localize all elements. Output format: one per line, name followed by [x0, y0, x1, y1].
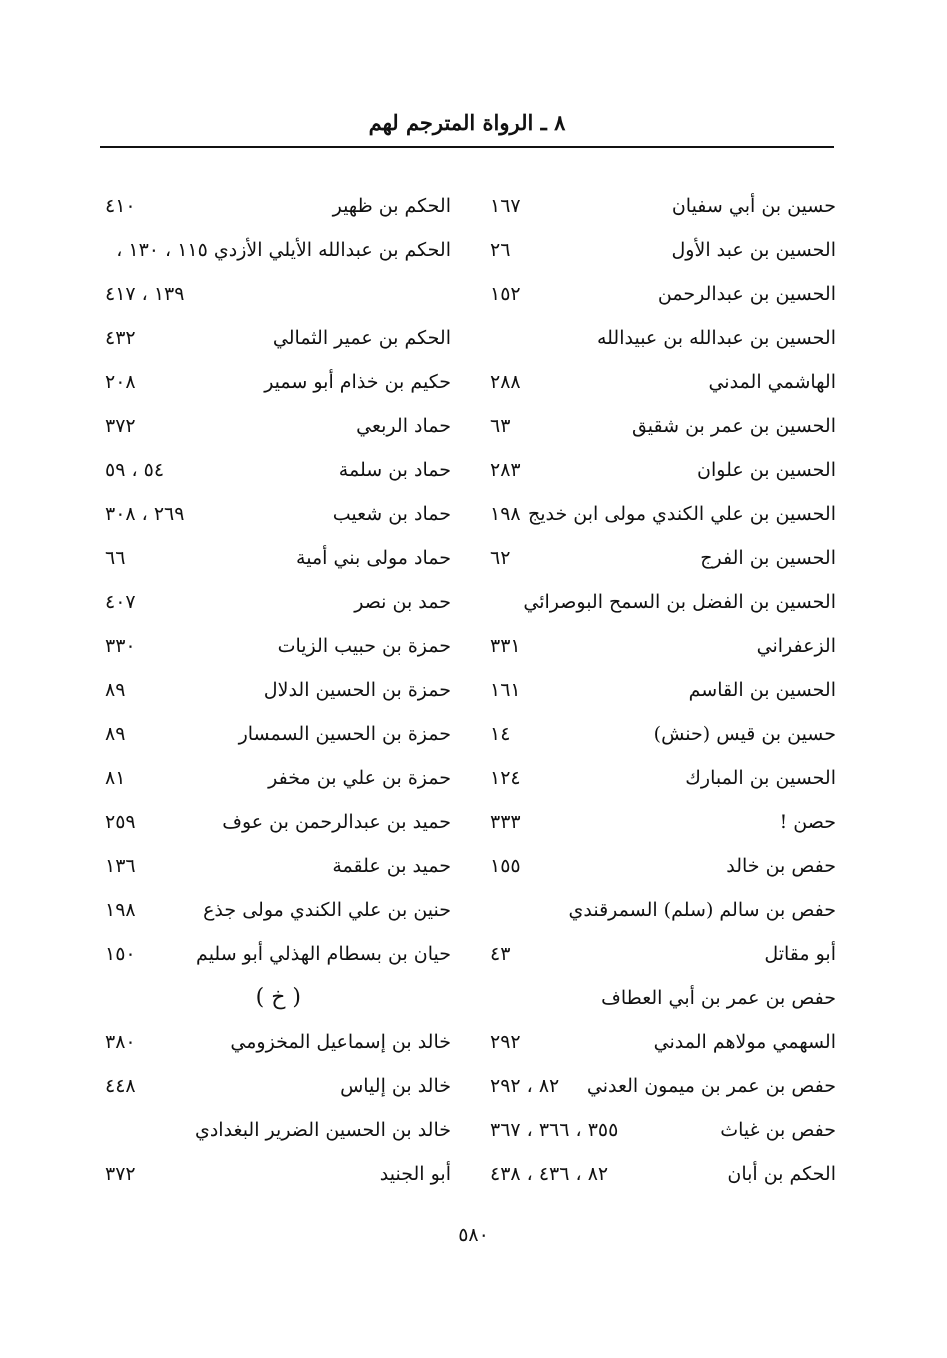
- entry-pages: ١٥٥: [490, 855, 521, 877]
- entry-pages: ٨١: [105, 767, 126, 789]
- index-entry: [480, 668, 836, 712]
- entry-pages: ٨٢ ، ٢٩٢: [490, 1075, 560, 1097]
- entry-name: الحسين بن علي الكندي مولى ابن خديج: [528, 503, 836, 525]
- section-letter-heading: [95, 976, 451, 1020]
- entry-pages: ٦٦: [105, 547, 126, 569]
- index-entry: [95, 580, 451, 624]
- index-entry: [95, 1152, 451, 1196]
- entry-pages: ٣٨٠: [105, 1031, 136, 1053]
- entry-pages: ٣٥٥ ، ٣٦٦ ، ٣٦٧: [490, 1119, 619, 1141]
- letter-heading: ( خ ): [255, 985, 301, 1010]
- index-column-right: [480, 184, 836, 1196]
- entry-pages: ٢٦٩ ، ٣٠٨: [105, 503, 185, 525]
- entry-name: حنين بن علي الكندي مولى جذع: [203, 899, 451, 921]
- index-entry: [480, 1152, 836, 1196]
- entry-name: أبو الجنيد: [379, 1163, 451, 1185]
- entry-name: خالد بن إلياس: [340, 1075, 451, 1097]
- entry-name: حفص بن غياث: [720, 1119, 836, 1141]
- entry-pages: ٣٧٢: [105, 1163, 136, 1185]
- entry-name: الحكم بن ظهير: [332, 195, 451, 217]
- entry-pages: ٤٠٧: [105, 591, 136, 613]
- entry-name: الحسين بن عبدالرحمن: [657, 283, 836, 305]
- entry-pages: ١٤: [490, 723, 511, 745]
- index-entry: [480, 888, 836, 932]
- entry-pages: ٤١٠: [105, 195, 136, 217]
- entry-pages: ٢٨٣: [490, 459, 521, 481]
- index-entry: [95, 800, 451, 844]
- index-entry: [480, 1064, 836, 1108]
- index-entry: [95, 1020, 451, 1064]
- index-entry: [95, 844, 451, 888]
- entry-pages: ١٩٨: [105, 899, 136, 921]
- entry-name: الحسين بن علوان: [697, 459, 836, 481]
- entry-name: الحسين بن عمر بن شقيق: [631, 415, 836, 437]
- index-entry: [95, 932, 451, 976]
- index-entry: [95, 756, 451, 800]
- index-entry: [95, 228, 451, 272]
- entry-name: حكيم بن خذام أبو سمير: [264, 371, 451, 393]
- entry-name: خالد بن إسماعيل المخزومي: [230, 1031, 451, 1053]
- index-entry: [95, 712, 451, 756]
- entry-pages: ٣٣٠: [105, 635, 136, 657]
- entry-name: حماد بن شعيب: [332, 503, 451, 525]
- entry-pages: ١٥٠: [105, 943, 136, 965]
- index-entry: [480, 316, 836, 360]
- entry-name: حيان بن بسطام الهذلي أبو سليم: [196, 943, 451, 965]
- entry-name: حفص بن سالم (سلم) السمرقندي: [568, 899, 836, 921]
- entry-name: الحسين بن الفرج: [700, 547, 836, 569]
- entry-name: حماد الربعي: [356, 415, 451, 437]
- entry-pages: ٢٩٢: [490, 1031, 521, 1053]
- entry-pages: ٨٢ ، ٤٣٦ ، ٤٣٨: [490, 1163, 609, 1185]
- index-entry: [480, 932, 836, 976]
- index-entry: [95, 184, 451, 228]
- page-header: [100, 102, 834, 148]
- entry-name: حماد مولى بني أمية: [296, 547, 451, 569]
- entry-pages: ٢٨٨: [490, 371, 521, 393]
- index-entry: [480, 1020, 836, 1064]
- index-entry: [95, 1064, 451, 1108]
- index-entry: [480, 228, 836, 272]
- index-entry: [480, 1108, 836, 1152]
- entry-pages: ٢٥٩: [105, 811, 136, 833]
- entry-pages: ١٥٢: [490, 283, 521, 305]
- index-entry: [95, 624, 451, 668]
- entry-name: حميد بن علقمة: [332, 855, 451, 877]
- entry-pages: ١٦٧: [490, 195, 521, 217]
- index-entry: [480, 976, 836, 1020]
- index-entry: [95, 536, 451, 580]
- entry-pages: ٢٦: [490, 239, 511, 261]
- index-entry: [95, 448, 451, 492]
- entry-pages: ٨٩: [105, 679, 126, 701]
- entry-name: السهمي مولاهم المدني: [653, 1031, 836, 1053]
- entry-name: الحكم بن عمير الثمالي: [272, 327, 451, 349]
- index-entry: [480, 184, 836, 228]
- entry-pages: ٣٧٢: [105, 415, 136, 437]
- index-entry: [95, 668, 451, 712]
- entry-name: حماد بن سلمة: [338, 459, 451, 481]
- index-entry: [480, 404, 836, 448]
- index-column-left: [95, 184, 451, 1196]
- entry-name: أبو مقاتل: [764, 943, 836, 965]
- index-entry: [95, 1108, 451, 1152]
- index-entry: [95, 316, 451, 360]
- entry-name: الزعفراني: [756, 635, 836, 657]
- entry-name: حفص بن عمر بن أبي العطاف: [601, 987, 836, 1009]
- entry-pages: ٦٢: [490, 547, 511, 569]
- index-entry: [480, 360, 836, 404]
- index-entry: [480, 712, 836, 756]
- entry-name: الحكم بن أبان: [727, 1163, 836, 1185]
- entry-pages: ٣٣١: [490, 635, 521, 657]
- entry-name: خالد بن الحسين الضرير البغدادي: [194, 1119, 451, 1141]
- entry-pages: ١٦١: [490, 679, 521, 701]
- index-entry: [480, 272, 836, 316]
- entry-pages: ٤٤٨: [105, 1075, 136, 1097]
- index-entry: [480, 844, 836, 888]
- entry-name: حصن !: [779, 811, 836, 833]
- index-entry: [480, 580, 836, 624]
- page-number: ٥٨٠: [458, 1224, 489, 1246]
- entry-name: حمزة بن الحسين السمسار: [238, 723, 451, 745]
- index-entry: [480, 756, 836, 800]
- entry-name: الحسين بن القاسم: [688, 679, 836, 701]
- entry-name: الحسين بن عبد الأول: [671, 239, 836, 261]
- entry-name: الحكم بن عبدالله الأيلي الأزدي ١١٥ ، ١٣٠ ،: [116, 239, 451, 261]
- entry-name: حميد بن عبدالرحمن بن عوف: [222, 811, 451, 833]
- entry-pages: ٢٠٨: [105, 371, 136, 393]
- index-entry: [480, 624, 836, 668]
- entry-name: الحسين بن المبارك: [685, 767, 836, 789]
- entry-pages: ٤٣٢: [105, 327, 136, 349]
- entry-name: حفص بن عمر بن ميمون العدني: [586, 1075, 836, 1097]
- entry-name: حمزة بن حبيب الزيات: [277, 635, 451, 657]
- entry-pages: ٣٣٣: [490, 811, 521, 833]
- index-entry: [95, 492, 451, 536]
- entry-pages: ٦٣: [490, 415, 511, 437]
- index-entry: [480, 448, 836, 492]
- entry-name: حمد بن نصر: [354, 591, 451, 613]
- index-entry: [480, 492, 836, 536]
- entry-name: الهاشمي المدني: [708, 371, 836, 393]
- entry-name: حسين بن قيس (حنش): [653, 723, 836, 745]
- entry-name: حمزة بن علي بن مخفر: [268, 767, 451, 789]
- entry-pages: ١٢٤: [490, 767, 521, 789]
- index-entry: [480, 800, 836, 844]
- entry-name: حسين بن أبي سفيان: [671, 195, 836, 217]
- index-entry: [95, 360, 451, 404]
- entry-pages: ١٩٨: [490, 503, 521, 525]
- entry-pages: ٤٣: [490, 943, 511, 965]
- page-title: ٨ ـ الرواة المترجم لهم: [368, 110, 566, 135]
- entry-pages: ١٣٦: [105, 855, 136, 877]
- entry-pages: ١٣٩ ، ٤١٧: [105, 283, 185, 305]
- entry-name: الحسين بن عبدالله بن عبيدالله: [596, 327, 836, 349]
- index-entry-continuation: [95, 272, 451, 316]
- index-entry: [95, 404, 451, 448]
- entry-pages: ٨٩: [105, 723, 126, 745]
- index-entry: [95, 888, 451, 932]
- index-entry: [480, 536, 836, 580]
- entry-pages: ٥٤ ، ٥٩: [105, 459, 165, 481]
- entry-name: حمزة بن الحسين الدلال: [263, 679, 451, 701]
- entry-name: حفص بن خالد: [726, 855, 836, 877]
- entry-name: الحسين بن الفضل بن السمح البوصرائي: [523, 591, 836, 613]
